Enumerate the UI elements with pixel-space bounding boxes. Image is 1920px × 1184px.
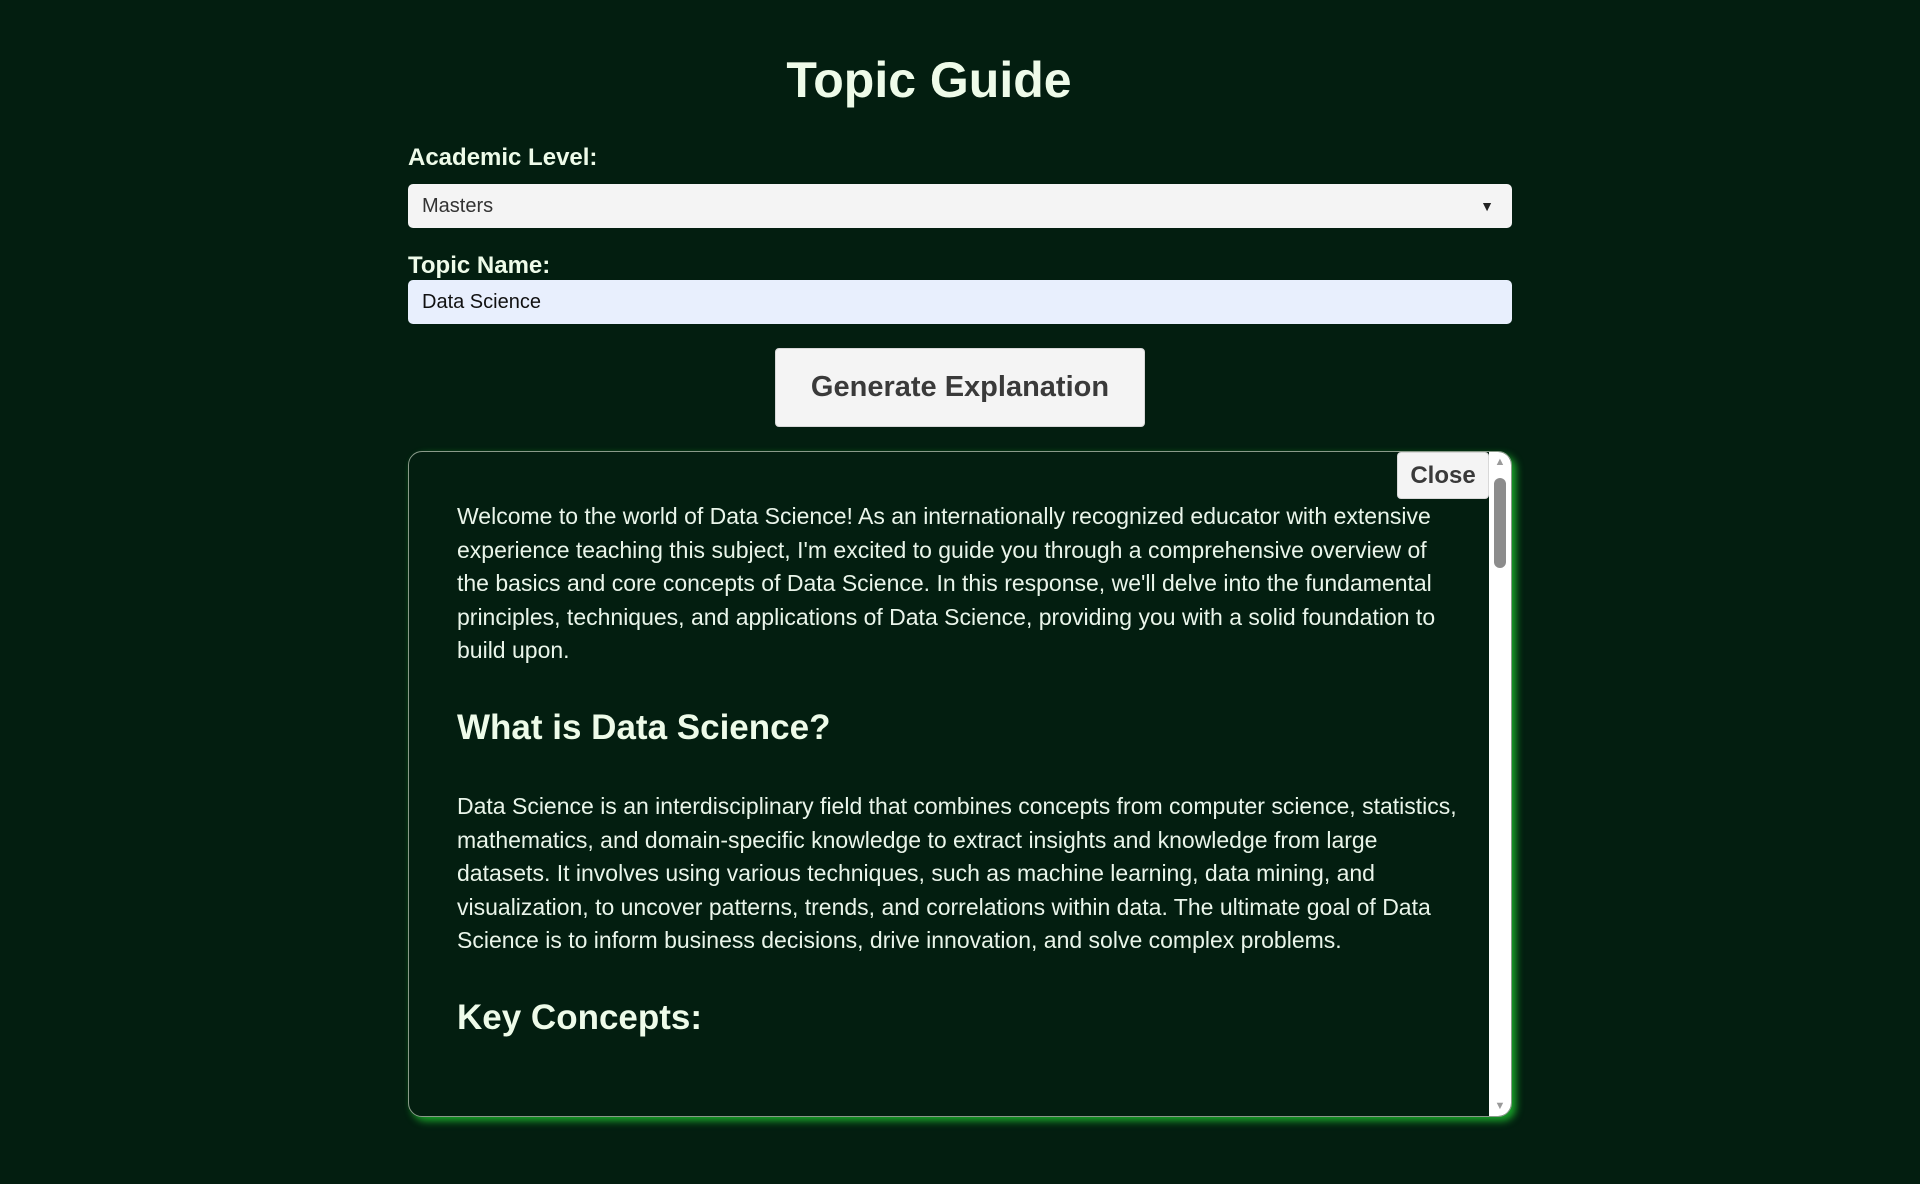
chevron-down-icon: ▼ bbox=[1480, 198, 1494, 214]
scrollbar-thumb[interactable] bbox=[1494, 478, 1506, 568]
topic-name-input[interactable] bbox=[408, 280, 1512, 324]
close-button[interactable]: Close bbox=[1397, 452, 1489, 499]
explanation-content bbox=[457, 500, 1457, 1040]
generate-explanation-button[interactable]: Generate Explanation bbox=[775, 348, 1145, 427]
intro-paragraph: Welcome to the world of Data Science! As an internationally recognized educator with extensive experience teaching this subject, I'm excited to guide you through a comprehensive overview of the basics and core concepts of Data Science. In this response, we'll delve into the fundamental principles, techniques, and applications of Data Science, providing you with a solid foundation to build upon. bbox=[457, 503, 1436, 664]
key-concepts-heading: Key Concepts: bbox=[457, 997, 703, 1037]
scroll-down-arrow-icon[interactable]: ▼ bbox=[1494, 1100, 1506, 1112]
explanation-panel bbox=[408, 451, 1512, 1117]
academic-level-select[interactable] bbox=[408, 184, 1512, 228]
scroll-up-arrow-icon[interactable]: ▲ bbox=[1494, 456, 1506, 468]
what-is-heading: What is Data Science? bbox=[457, 707, 831, 747]
panel-scrollbar[interactable] bbox=[1489, 452, 1511, 1116]
topic-name-label: Topic Name: bbox=[408, 252, 551, 279]
academic-level-selected-value: Masters bbox=[422, 194, 494, 217]
page-title: Topic Guide bbox=[786, 52, 1072, 108]
what-is-paragraph: Data Science is an interdisciplinary field that combines concepts from computer science, statistics, mathematics, and domain-specific knowledge to extract insights and knowledge from large datasets. It involves using various techniques, such as machine learning, data mining, and visualization, to uncover patterns, trends, and correlations within data. The ultimate goal of Data Science is to inform business decisions, drive innovation, and solve complex problems. bbox=[457, 792, 1457, 954]
academic-level-label: Academic Level: bbox=[408, 144, 598, 171]
